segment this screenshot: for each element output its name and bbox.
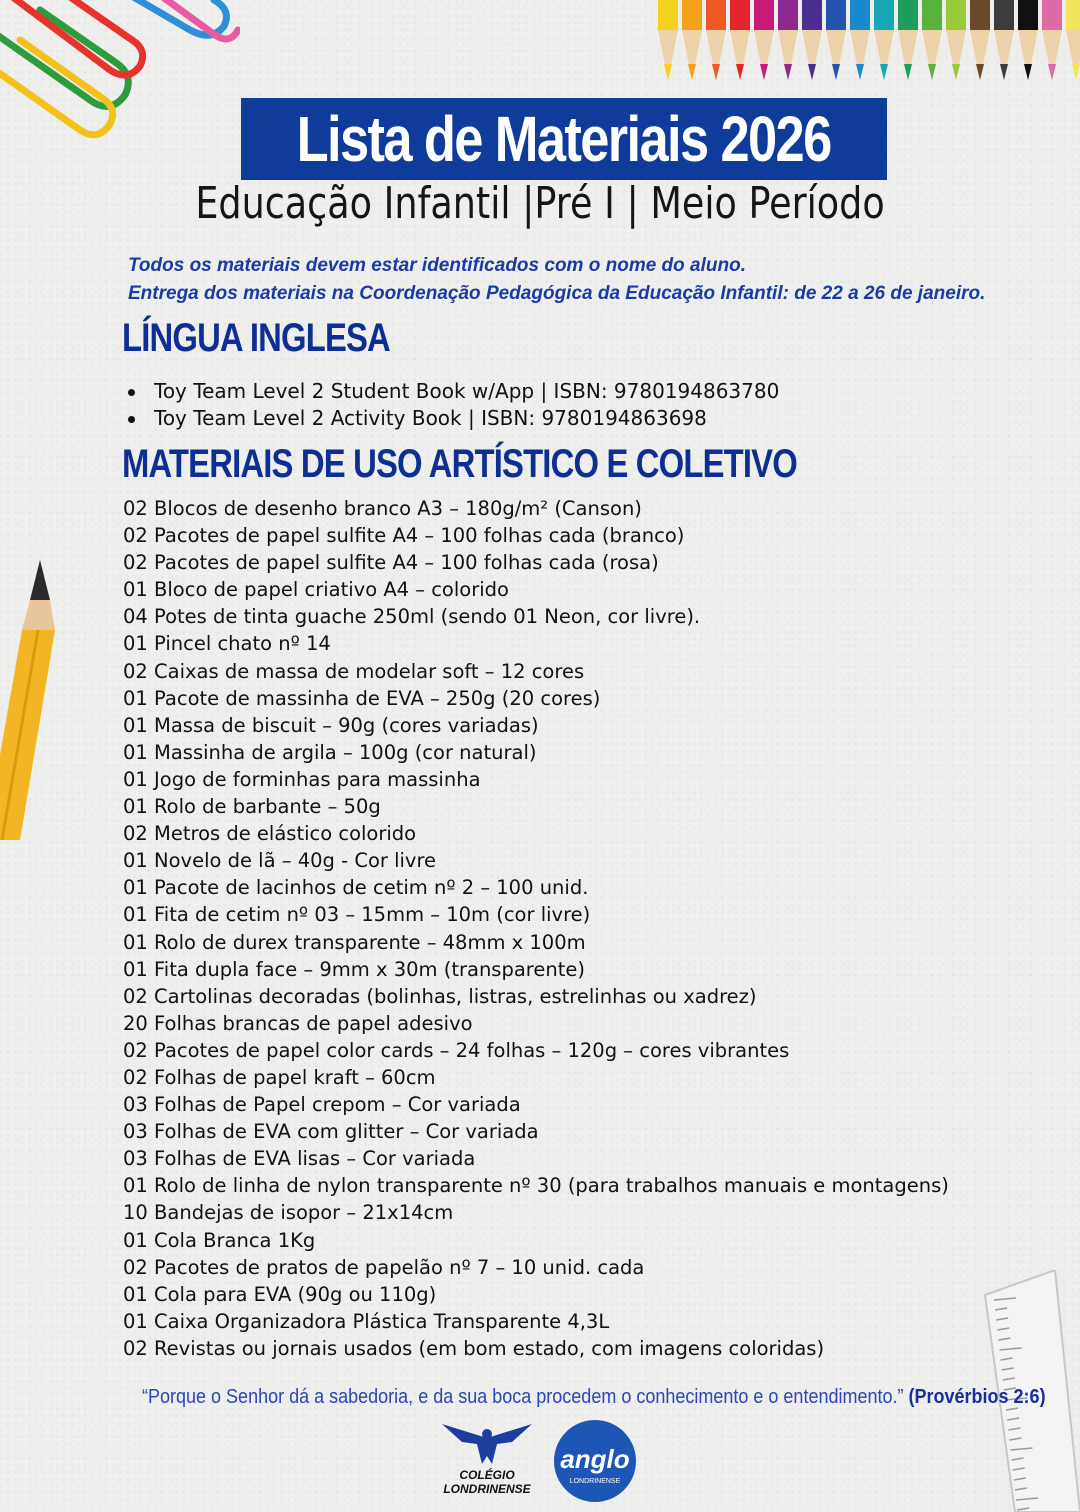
list-item: 03 Folhas de EVA lisas – Cor variada [123, 1147, 476, 1171]
list-item: 01 Jogo de forminhas para massinha [123, 767, 481, 791]
list-item: 01 Cola Branca 1Kg [123, 1228, 316, 1252]
paper-clips-decoration [0, 0, 240, 150]
list-item: 01 Rolo de durex transparente – 48mm x 100m [123, 930, 586, 954]
list-item: 01 Bloco de papel criativo A4 – colorido [123, 578, 509, 602]
list-item: 20 Folhas brancas de papel adesivo [123, 1011, 473, 1035]
list-item: 02 Pacotes de pratos de papelão nº 7 – 10 unid. cada [123, 1255, 645, 1279]
list-item: 02 Pacotes de papel sulfite A4 – 100 folhas cada (branco) [123, 524, 685, 548]
list-item: 01 Novelo de lã – 40g - Cor livre [123, 849, 437, 873]
art-materials-list [123, 495, 949, 1362]
colegio-londrinense-logo [432, 1420, 542, 1502]
section-title-art: MATERIAIS DE USO ARTÍSTICO E COLETIVO [122, 442, 797, 486]
list-item: 02 Blocos de desenho branco A3 – 180g/m² (Canson) [123, 497, 642, 520]
list-item: 02 Folhas de papel kraft – 60cm [123, 1065, 436, 1089]
quote-reference: (Provérbios 2:6) [908, 1386, 1046, 1408]
instruction-line: Entrega dos materiais na Coordenação Pedagógica da Educação Infantil: de 22 a 26 de janeiro. [128, 283, 986, 304]
list-item: 01 Pincel chato nº 14 [123, 632, 331, 656]
eagle-icon [442, 1420, 532, 1466]
list-item: 04 Potes de tinta guache 250ml (sendo 01 Neon, cor livre). [123, 605, 701, 629]
list-item: 02 Metros de elástico colorido [123, 822, 417, 846]
list-item: 01 Cola para EVA (90g ou 110g) [123, 1282, 437, 1306]
page-subtitle: Educação Infantil |Pré I | Meio Período [195, 178, 885, 229]
bible-quote [142, 1386, 1046, 1409]
list-item: Toy Team Level 2 Student Book w/App | ISBN: 9780194863780 [154, 379, 780, 403]
colored-pencils-decoration [650, 0, 1080, 92]
list-item: 01 Pacote de massinha de EVA – 250g (20 cores) [123, 686, 601, 710]
list-item: 02 Cartolinas decoradas (bolinhas, listras, estrelinhas ou xadrez) [123, 984, 757, 1008]
list-item: 02 Caixas de massa de modelar soft – 12 cores [123, 659, 585, 683]
list-item: 10 Bandejas de isopor – 21x14cm [123, 1201, 454, 1225]
list-item: 01 Massa de biscuit – 90g (cores variadas) [123, 713, 539, 737]
list-item: 02 Pacotes de papel sulfite A4 – 100 folhas cada (rosa) [123, 551, 659, 575]
list-item: 01 Fita dupla face – 9mm x 30m (transparente) [123, 957, 585, 981]
list-item: 01 Fita de cetim nº 03 – 15mm – 10m (cor livre) [123, 903, 591, 927]
list-item: 02 Pacotes de papel color cards – 24 folhas – 120g – cores vibrantes [123, 1038, 790, 1062]
list-item: 01 Rolo de barbante – 50g [123, 795, 381, 819]
anglo-logo [554, 1420, 636, 1502]
instructions [128, 252, 985, 308]
list-item: 01 Pacote de lacinhos de cetim nº 2 – 100 unid. [123, 876, 589, 900]
anglo-logo-word: anglo [560, 1444, 630, 1474]
list-item: 03 Folhas de EVA com glitter – Cor variada [123, 1120, 539, 1144]
list-item: 01 Caixa Organizadora Plástica Transparente 4,3L [123, 1309, 610, 1333]
list-item: 02 Revistas ou jornais usados (em bom estado, com imagens coloridas) [123, 1336, 825, 1360]
list-item: 01 Massinha de argila – 100g (cor natural) [123, 740, 537, 764]
quote-text: “Porque o Senhor dá a sabedoria, e da sua boca procedem o conhecimento e o entendimento.” [142, 1386, 904, 1408]
list-item: Toy Team Level 2 Activity Book | ISBN: 9780194863698 [154, 405, 779, 432]
instruction-line: Todos os materiais devem estar identificados com o nome do aluno. [128, 255, 746, 276]
english-book-list [154, 378, 779, 432]
logo-text-line1: COLÉGIO [459, 1468, 515, 1482]
anglo-logo-sub: LONDRINENSE [569, 1478, 621, 1485]
pencil-decoration [0, 560, 60, 840]
title-banner [241, 98, 887, 180]
logo-text-line2: LONDRINENSE [443, 1482, 531, 1496]
section-title-english: LÍNGUA INGLESA [122, 316, 390, 360]
page-title: Lista de Materiais 2026 [296, 103, 832, 175]
list-item: 03 Folhas de Papel crepom – Cor variada [123, 1093, 521, 1117]
list-item: 01 Rolo de linha de nylon transparente nº 30 (para trabalhos manuais e montagens) [123, 1174, 949, 1198]
